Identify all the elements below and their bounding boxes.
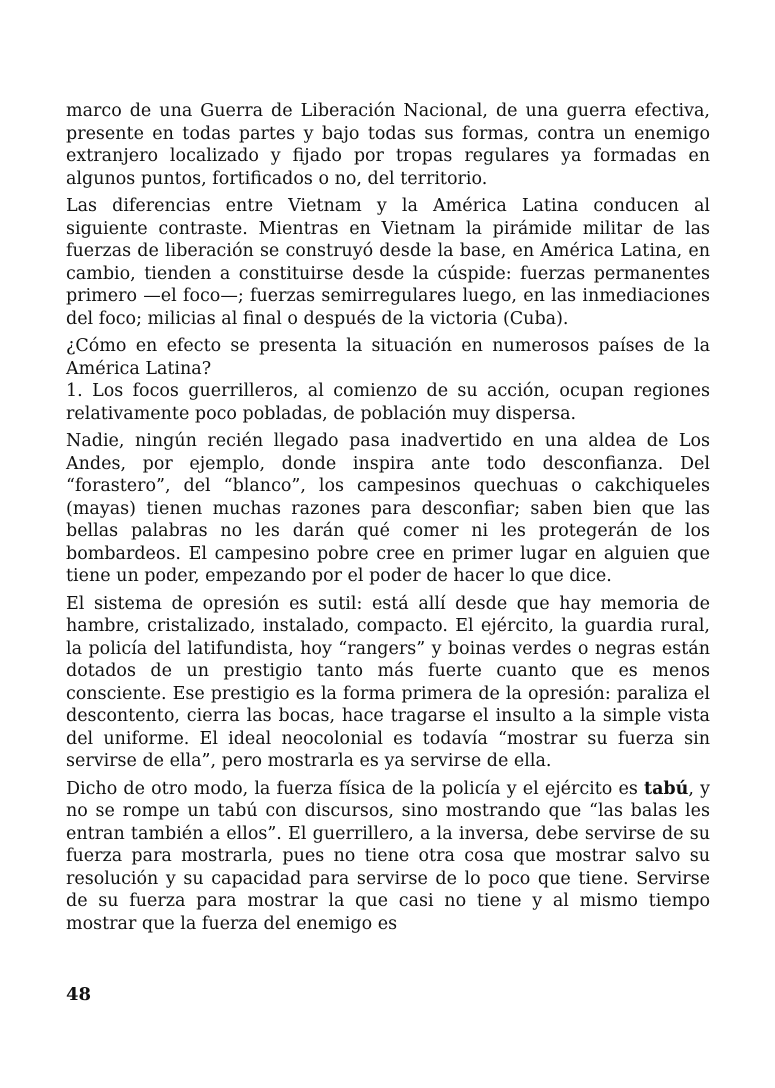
paragraph-6 [66,778,710,936]
paragraph-5: El sistema de opresión es sutil: está allí desde que hay memoria de hambre, cristalizado, instalado, compacto. El ejército, la guardia rural, la policía del latifundista, hoy “rangers” y boinas verdes o negras están dotados de un prestigio tanto más fuerte cuanto que es menos consciente. Ese prestigio es la forma primera de la opresión: paraliza el descontento, cierra las bocas, hace tragarse el insulto a la simple vista del uniforme. El ideal neocolonial es todavía “mostrar su fuerza sin servirse de ella”, pero mostrarla es ya servirse de ella. [66,593,710,771]
paragraph-4: Nadie, ningún recién llegado pasa inadvertido en una aldea de Los Andes, por ejemplo, donde inspira ante todo desconfianza. Del “forastero”, del “blanco”, los campesinos quechuas o cakchiqueles (mayas) tienen muchas razones para desconfiar; saben bien que las bellas palabras no les darán qué comer ni les protegerán de los bombardeos. El campesino pobre cree en primer lugar en alguien que tiene un poder, empezando por el poder de hacer lo que dice. [66,431,710,586]
paragraph-2: Las diferencias entre Vietnam y la América Latina conducen al siguiente contraste. Mientras en Vietnam la pirámide militar de las fuerzas de liberación se construyó desde la base, en América Latina, en cambio, tienden a constituirse desde la cúspide: fuerzas permanentes primero —el foco—; fuerzas semirregulares luego, en las inmediaciones del foco; milicias al final o después de la victoria (Cuba). [66,196,710,329]
numbered-point-1: 1. Los focos guerrilleros, al comienzo de su acción, ocupan regiones relativamente poco pobladas, de población muy dispersa. [66,381,710,424]
paragraph-6-start: Dicho de otro modo, la fuerza física de la policía y el ejército es [66,778,644,799]
page-body [66,100,710,940]
paragraph-3: ¿Cómo en efecto se presenta la situación en numerosos países de la América Latina? [66,336,710,379]
emphasized-word: tabú [643,778,689,799]
paragraph-6-end: , y no se rompe un tabú con discursos, sino mostrando que “las balas les entran también a ellos”. El guerrillero, a la inversa, debe servirse de su fuerza para mostrarla, pues no tiene otra cosa que mostrar salvo su resolución y su capacidad para servirse de lo poco que tiene. Servirse de su fuerza para mostrar la que casi no tiene y al mismo tiempo mostrar que la fuerza del enemigo es [66,778,710,934]
paragraph-1: marco de una Guerra de Liberación Nacional, de una guerra efectiva, presente en todas partes y bajo todas sus formas, contra un enemigo extranjero localizado y fijado por tropas regulares ya formadas en algunos puntos, fortificados o no, del territorio. [66,101,710,189]
page-number: 48 [66,984,92,1005]
